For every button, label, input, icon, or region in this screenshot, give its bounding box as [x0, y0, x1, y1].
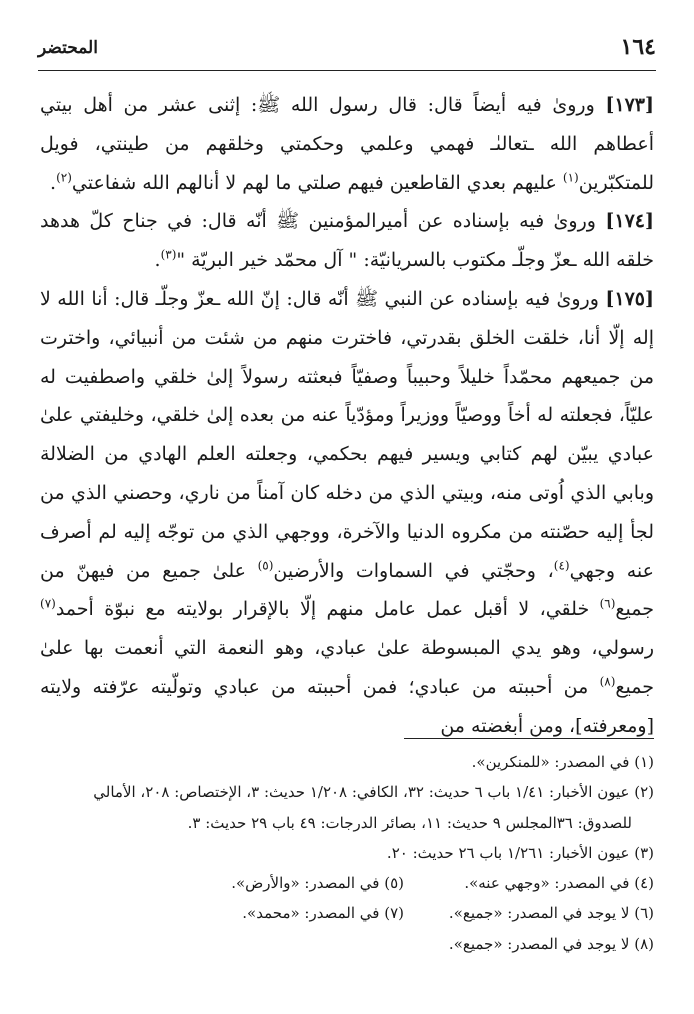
text-run: خلقي، لا أقبل عمل عامل منهم إلّا بالإقرار بولايته مع نبوّة أحمد	[55, 598, 600, 621]
footnote-2-continuation: للصدوق: ٣٦المجلس ٩ حديث: ١١، بصائر الدرجات: ٤٩ باب ٢٩ حديث: ٣.	[187, 813, 632, 832]
hadith-number: [١٧٣]	[605, 94, 654, 116]
footnote-4: (٤) في المصدر: «وجهي عنه».	[464, 874, 654, 893]
footnote-marker: (١)	[562, 170, 579, 185]
footnote-marker: (٦)	[599, 597, 616, 612]
text-run: .	[50, 171, 57, 194]
footnote-1: (١) في المصدر: «للمنكرين».	[471, 753, 654, 771]
main-text	[40, 86, 654, 746]
text-run: وروىٰ فيه بإسناده عن أميرالمؤمنين ﷺ أنّه قال: في جناح كلّ هدهد خلقه الله ـعزّ وجلّـ مكتوب بالسريانيّة: " آل محمّد خير البريّة "	[40, 210, 654, 272]
page-number: ١٦٤	[620, 34, 656, 60]
footnote-marker: (٨)	[599, 674, 616, 689]
footnote-3: (٣) عيون الأخبار: ١/٢٦١ باب ٢٦ حديث: ٢٠.	[386, 843, 654, 862]
text-run: رسولي، وهو يدي المبسوطة علىٰ عبادي، وهو النعمة التي أنعمت بها علىٰ جميع	[40, 637, 654, 698]
hadith-paragraph	[40, 86, 654, 202]
text-run: عليهم بعدي القاطعين فيهم صلتي ما لهم لا أنالهم الله شفاعتي	[71, 171, 563, 194]
page-header	[38, 34, 656, 64]
hadith-number: [١٧٤]	[605, 210, 654, 233]
footnote-row	[40, 868, 654, 898]
footnote-marker: (٣)	[160, 247, 177, 262]
footnote-marker: (٢)	[56, 170, 72, 185]
running-title: المحتضر	[38, 38, 98, 58]
text-run: علىٰ جميع من فيهنّ من جميع	[40, 559, 654, 621]
footnote-marker: (٥)	[257, 558, 274, 573]
hadith-paragraph	[40, 202, 654, 280]
text-run: ، وحجّتي في السماوات والأرضين	[273, 559, 554, 582]
footnote-5: (٥) في المصدر: «والأرض».	[231, 874, 404, 893]
footnote-rule	[404, 738, 654, 739]
text-run: .	[154, 249, 161, 272]
text-run: وروىٰ فيه بإسناده عن النبي ﷺ أنّه قال: إنّ الله ـعزّ وجلّـ قال: أنا الله لا إله إلّا أنا، خلقت الخلق بقدرتي، فاخترت منهم من شئت من أنبيائي، واخترت من جميعهم محمّداً خليلاً وحبيباً وصفيّاً فبعثته رسولاً إلىٰ خلقي واصطفيت له عليّاً، فجعلته له أخاً ووصيّاً ووزيراً ومؤدّياً عنه من بعده إلىٰ خلقي، وخليفتي علىٰ عبادي يبيّن لهم كتابي ويسير فيهم بحكمي، وجعلته العلم الهادي من الضلالة وبابي الذي اُوتى منه، وبيتي الذي من دخله كان آمناً من ناري، وحصني الذي من لجأ إليه حصّنته من مكروه الدنيا والآخرة، ووجهي الذي من توجّه إليه لم أصرف عنه وجهي	[40, 287, 654, 582]
footnote-2: (٢) عيون الأخبار: ١/٤١ باب ٦ حديث: ٣٢، الكافي: ١/٢٠٨ حديث: ٣، الإختصاص: ٢٠٨، الأمالي	[93, 783, 654, 802]
text-run: وروىٰ فيه أيضاً قال: قال رسول الله ﷺ: إثنى عشر من أهل بيتي أعطاهم الله ـتعالىٰـ فهمي وعلمي وحكمتي وخلقهم من طينتي، فويل للمتكبّرين	[40, 94, 654, 194]
footnote-6: (٦) لا يوجد في المصدر: «جميع».	[448, 904, 654, 923]
footnote-row	[40, 898, 654, 928]
hadith-number: [١٧٥]	[605, 287, 654, 310]
footnote-7: (٧) في المصدر: «محمد».	[242, 904, 404, 923]
header-rule	[38, 70, 656, 71]
footnotes	[40, 747, 654, 959]
footnote-marker: (٤)	[553, 558, 570, 573]
text-run: من أحببته من عبادي؛ فمن أحببته من عبادي وتولّيته عرّفته ولايته [ومعرفته]، ومن أبغضته من	[40, 675, 654, 737]
footnote-8: (٨) لا يوجد في المصدر: «جميع».	[448, 934, 654, 953]
hadith-paragraph	[40, 280, 654, 746]
footnote-marker: (٧)	[40, 597, 56, 612]
